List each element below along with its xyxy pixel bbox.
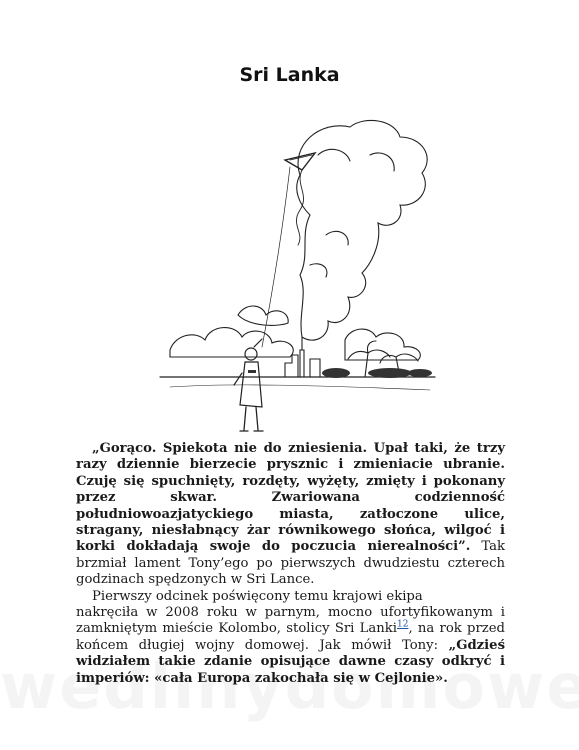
paragraph-1-rest: Tak brzmiał lament Tony’ego po pierwszych dwudziestu czterech godzinach spędzonych w Sri Lance. — [76, 539, 505, 588]
paragraph-2-text-continued: , na rok przed końcem długiej wojny domowej. Jak mówił Tony: — [76, 621, 505, 653]
footnote-link[interactable]: 12 — [396, 620, 409, 631]
paragraph-2-first-line: Pierwszy odcinek poświęcony temu krajowi ekipa — [92, 588, 423, 604]
kite-flyer-illustration — [150, 115, 440, 435]
watermark — [0, 650, 579, 723]
tony-quote-heat: „Gorąco. Spiekota nie do zniesienia. Upał taki, że trzy razy dziennie bierzecie prysznic i zmieniacie ubranie. Czuję się spuchnięty, rozdęty, wyżęty, zmięty i pokonany przez skwar. Zwariowana codzienność południowoazjatyckiego miasta, zatłoczone ulice, stragany, niesłabnący żar równikowego słońca, wilgoć i korki dokładają swoje do poczucia nierealności”. — [76, 441, 505, 555]
page-title: Sri Lanka — [239, 64, 340, 86]
tony-quote-ceylon: „Gdzieś widziałem takie zdanie opisujące dawne czasy odkryć i imperiów: «cała Europa zakochała się w Cejlonie». — [76, 637, 505, 686]
paragraph-1 — [76, 441, 505, 589]
paragraph-2-text: nakręciła w 2008 roku w parnym, mocno ufortyfikowanym i zamkniętym mieście Kolombo, stolicy Sri Lanki — [76, 605, 505, 637]
